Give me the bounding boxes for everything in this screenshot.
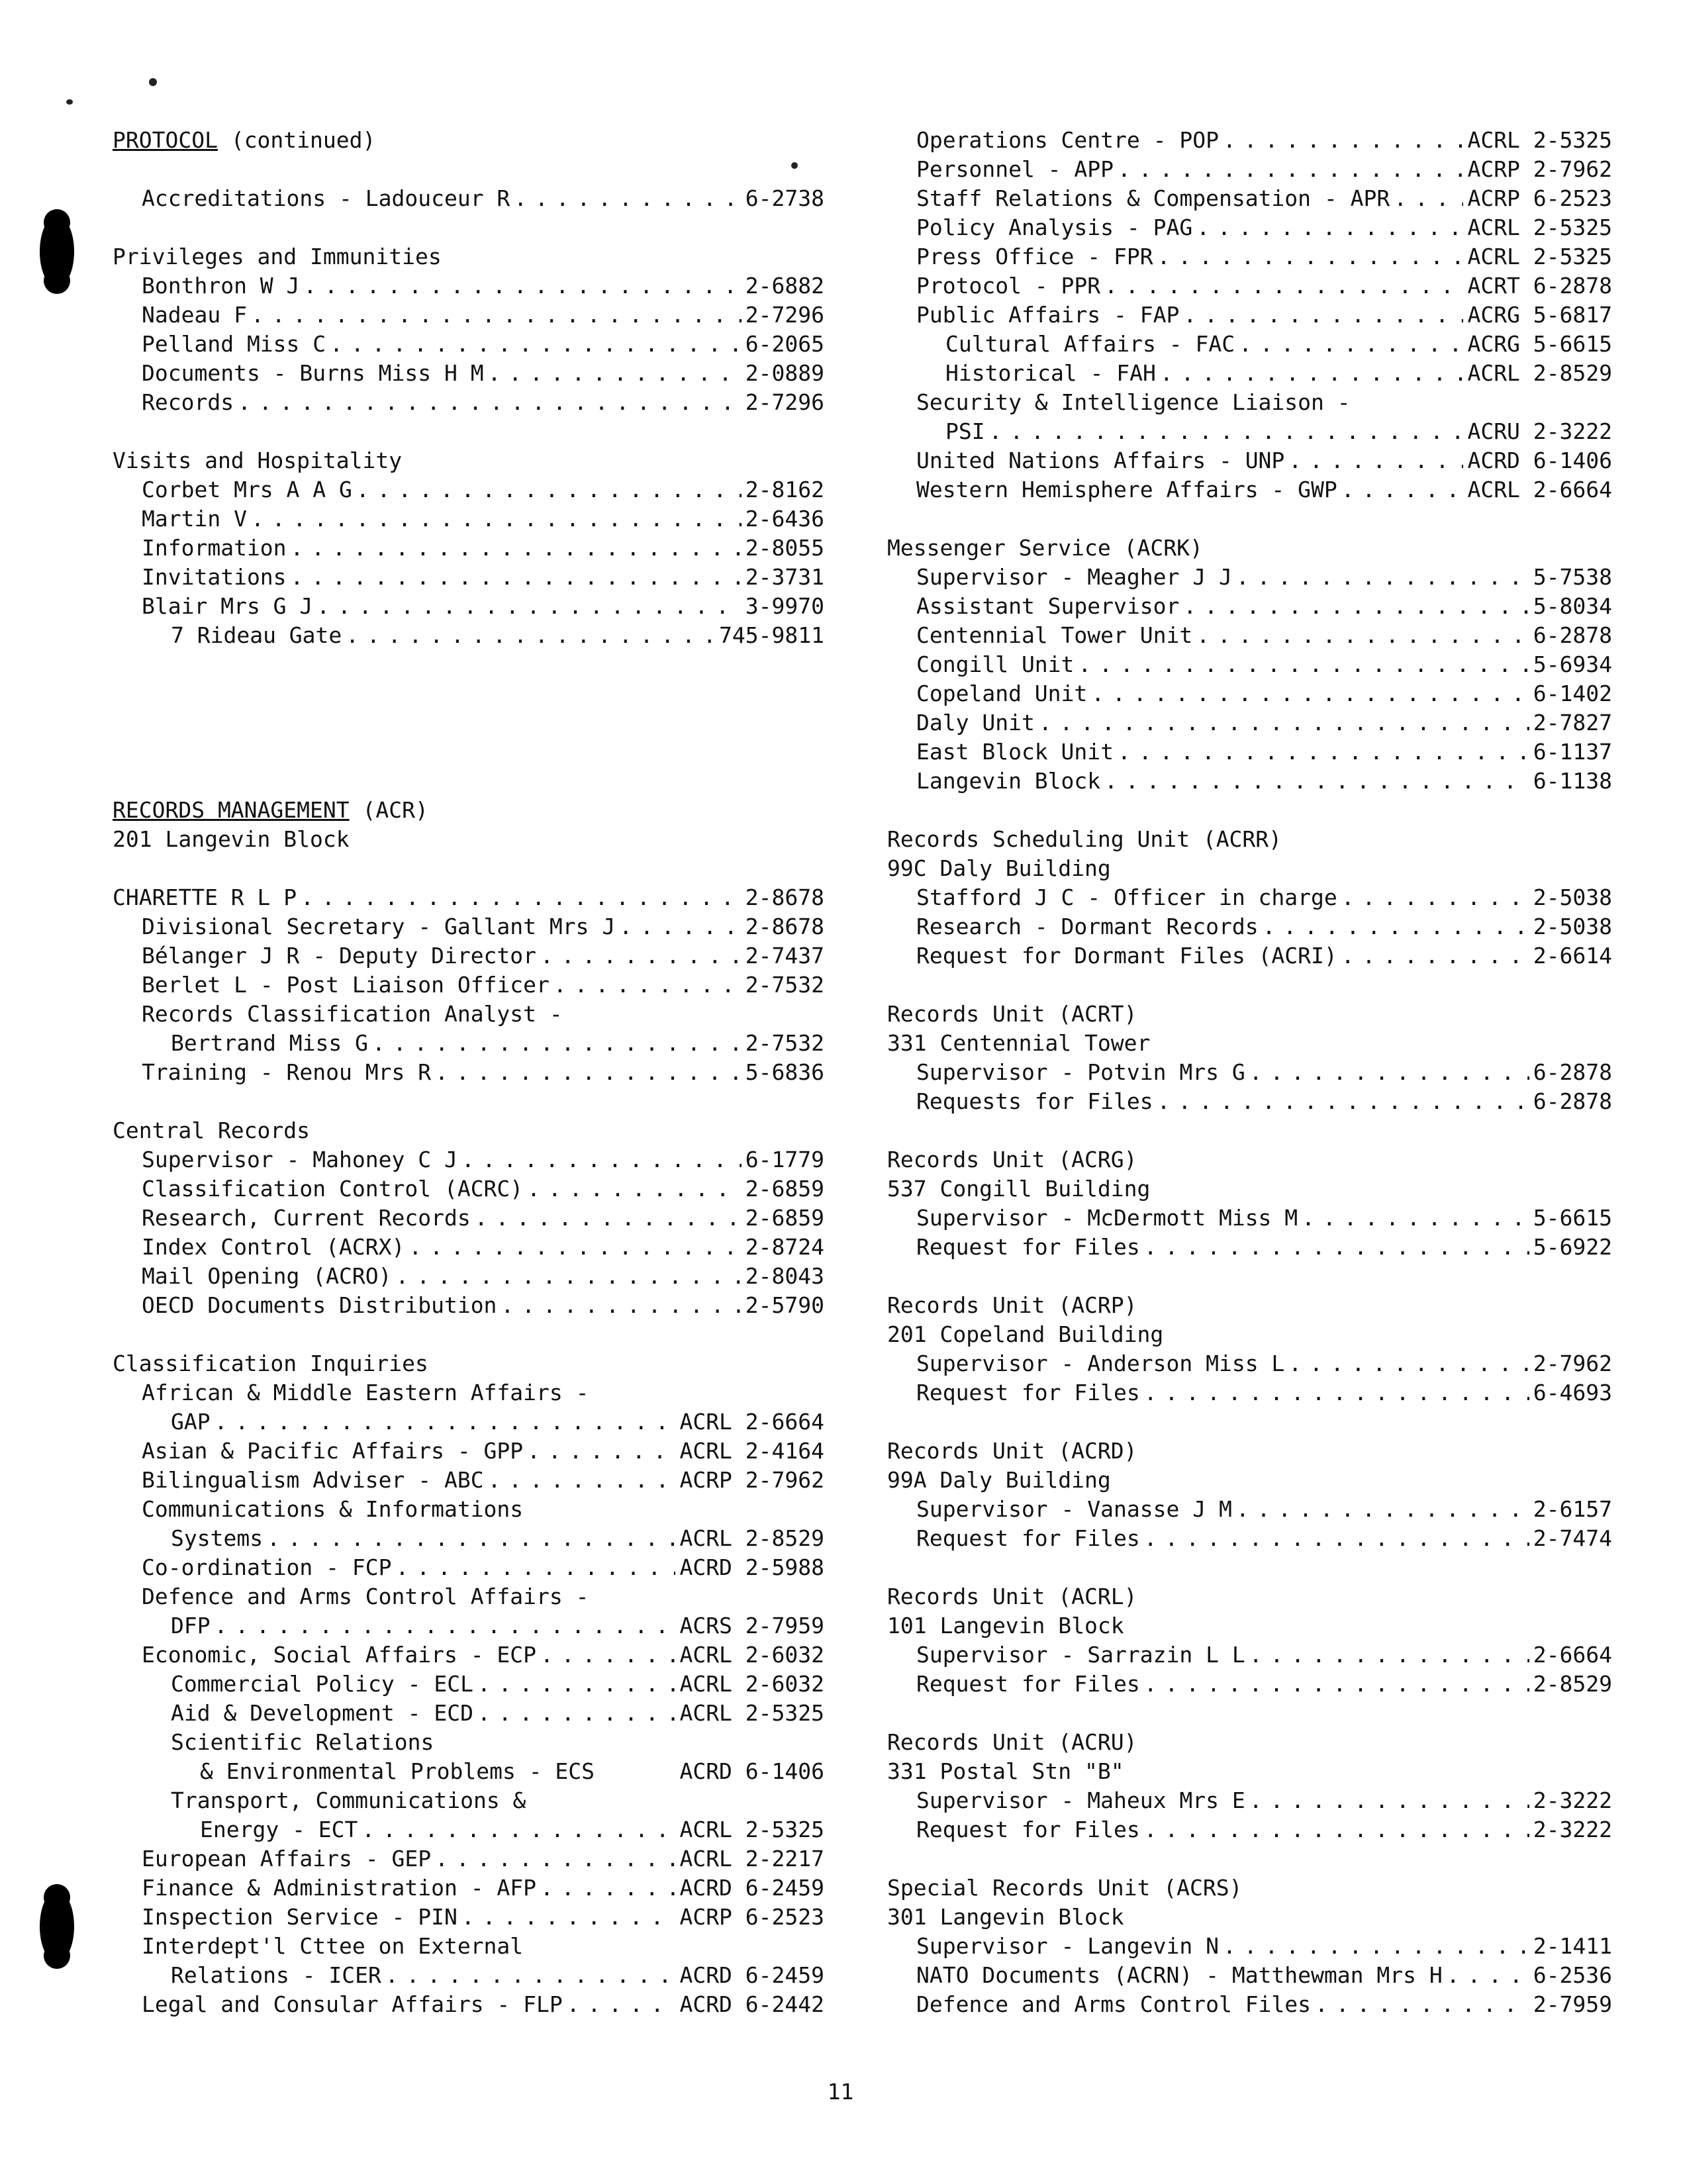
directory-entry: Bélanger J R - Deputy Director . . . 2-7437	[113, 941, 824, 971]
directory-entry: Historical - FAH . . . ACRL 2-8529	[887, 359, 1612, 388]
entry-label: Communications & Informations	[142, 1496, 524, 1522]
section-heading: Special Records Unit (ACRS)	[887, 1875, 1243, 1901]
section-heading: Privileges and Immunities	[113, 244, 442, 269]
directory-entry: Supervisor - McDermott Miss M . . . 5-6615	[887, 1204, 1612, 1233]
directory-entry: Finance & Administration - AFP . . . ACRD 6-2459	[113, 1874, 824, 1903]
directory-entry: Divisional Secretary - Gallant Mrs J . . . 2-8678	[113, 912, 824, 941]
entry-label: Scientific Relations	[171, 1729, 434, 1755]
directory-entry: East Block Unit . . . 6-1137	[887, 737, 1612, 767]
directory-entry: Training - Renou Mrs R . . . 5-6836	[113, 1058, 824, 1087]
directory-entry: Systems . . . ACRL 2-8529	[113, 1524, 824, 1553]
directory-entry: Langevin Block . . . 6-1138	[887, 767, 1612, 796]
directory-entry: Supervisor - Vanasse J M . . . 2-6157	[887, 1495, 1612, 1524]
binder-hole-bottom	[40, 1893, 74, 1960]
directory-entry: Bertrand Miss G . . . 2-7532	[113, 1029, 824, 1058]
directory-entry: OECD Documents Distribution . . . 2-5790	[113, 1291, 824, 1320]
scan-speck	[66, 99, 73, 105]
records-management-heading: RECORDS MANAGEMENT (ACR)	[113, 797, 428, 823]
directory-entry: Personnel - APP . . . ACRP 2-7962	[887, 155, 1612, 184]
directory-entry: Research - Dormant Records . . . 2-5038	[887, 912, 1612, 941]
directory-entry: Supervisor - Potvin Mrs G . . . 6-2878	[887, 1058, 1612, 1087]
entry-label: Records Classification Analyst -	[142, 1001, 563, 1027]
directory-entry: Pelland Miss C . . . 6-2065	[113, 330, 824, 359]
section-address: 301 Langevin Block	[887, 1904, 1124, 1930]
directory-entry: Defence and Arms Control Files . . . 2-7959	[887, 1990, 1612, 2019]
directory-entry: PSI . . . ACRU 2-3222	[887, 417, 1612, 446]
directory-entry: Index Control (ACRX) . . . 2-8724	[113, 1233, 824, 1262]
directory-entry: Blair Mrs G J . . . 3-9970	[113, 592, 824, 621]
directory-entry: Co-ordination - FCP . . . ACRD 2-5988	[113, 1553, 824, 1582]
left-column	[113, 126, 824, 2019]
directory-entry: Documents - Burns Miss H M . . . 2-0889	[113, 359, 824, 388]
directory-entry: Request for Files . . . 2-3222	[887, 1815, 1612, 1844]
directory-entry: Martin V . . . 2-6436	[113, 504, 824, 534]
directory-entry: DFP . . . ACRS 2-7959	[113, 1611, 824, 1640]
section-address: 201 Copeland Building	[887, 1321, 1164, 1347]
section-heading: Records Unit (ACRD)	[887, 1438, 1137, 1464]
directory-entry: Corbet Mrs A A G . . . 2-8162	[113, 475, 824, 504]
directory-entry: Request for Dormant Files (ACRI) . . . 2-6614	[887, 941, 1612, 971]
directory-entry: Protocol - PPR . . . ACRT 6-2878	[887, 271, 1612, 301]
entry-label: African & Middle Eastern Affairs -	[142, 1380, 589, 1405]
directory-entry: Supervisor - Anderson Miss L . . . 2-7962	[887, 1349, 1612, 1378]
page-number: 11	[827, 2079, 854, 2105]
directory-entry: & Environmental Problems - ECS ACRD 6-1406	[200, 1758, 824, 1784]
directory-entry: Nadeau F . . . 2-7296	[113, 301, 824, 330]
directory-entry: Assistant Supervisor . . . 5-8034	[887, 592, 1612, 621]
directory-entry: Operations Centre - POP . . . ACRL 2-5325	[887, 126, 1612, 155]
directory-entry: NATO Documents (ACRN) - Matthewman Mrs H . . . 6-2536	[887, 1961, 1612, 1990]
section-heading: Records Scheduling Unit (ACRR)	[887, 826, 1282, 852]
section-address: 99A Daly Building	[887, 1467, 1111, 1493]
section-heading: Messenger Service (ACRK)	[887, 535, 1203, 561]
directory-entry: Research, Current Records . . . 2-6859	[113, 1204, 824, 1233]
right-column	[887, 126, 1612, 2019]
directory-entry: Cultural Affairs - FAC . . . ACRG 5-6615	[887, 330, 1612, 359]
section-heading: Records Unit (ACRU)	[887, 1729, 1137, 1755]
directory-entry: Copeland Unit . . . 6-1402	[887, 679, 1612, 708]
entry-label: Defence and Arms Control Affairs -	[142, 1584, 589, 1609]
section-heading: Visits and Hospitality	[113, 448, 403, 473]
binder-hole-top	[40, 218, 74, 285]
section-heading: Records Unit (ACRT)	[887, 1001, 1137, 1027]
directory-entry: Staff Relations & Compensation - APR . . . ACRP 6-2523	[887, 184, 1612, 213]
directory-entry: Mail Opening (ACRO) . . . 2-8043	[113, 1262, 824, 1291]
directory-entry: Energy - ECT . . . ACRL 2-5325	[113, 1815, 824, 1844]
section-heading: Records Unit (ACRG)	[887, 1147, 1137, 1172]
directory-entry: Congill Unit . . . 5-6934	[887, 650, 1612, 679]
section-heading: Records Unit (ACRP)	[887, 1292, 1137, 1318]
directory-entry: Request for Files . . . 5-6922	[887, 1233, 1612, 1262]
directory-entry: Records . . . 2-7296	[113, 388, 824, 417]
section-heading: Records Unit (ACRL)	[887, 1584, 1137, 1609]
directory-entry: Daly Unit . . . 2-7827	[887, 708, 1612, 737]
section-heading: Classification Inquiries	[113, 1351, 428, 1376]
directory-entry: Public Affairs - FAP . . . ACRG 5-6817	[887, 301, 1612, 330]
section-address: 99C Daly Building	[887, 855, 1111, 881]
directory-entry: Relations - ICER . . . ACRD 6-2459	[113, 1961, 824, 1990]
directory-entry: Supervisor - Meagher J J . . . 5-7538	[887, 563, 1612, 592]
directory-entry: Classification Control (ACRC) . . . 2-6859	[113, 1174, 824, 1204]
section-heading: Central Records	[113, 1117, 311, 1143]
directory-entry: Economic, Social Affairs - ECP . . . ACRL 2-6032	[113, 1640, 824, 1670]
directory-entry: Requests for Files . . . 6-2878	[887, 1087, 1612, 1116]
section-address: 331 Centennial Tower	[887, 1030, 1151, 1056]
directory-entry: Bonthron W J . . . 2-6882	[113, 271, 824, 301]
section-address: 201 Langevin Block	[113, 826, 350, 852]
directory-entry: European Affairs - GEP . . . ACRL 2-2217	[113, 1844, 824, 1874]
directory-entry: Berlet L - Post Liaison Officer . . . 2-7532	[113, 971, 824, 1000]
directory-entry: Commercial Policy - ECL . . . ACRL 2-6032	[113, 1670, 824, 1699]
directory-entry: Stafford J C - Officer in charge . . . 2-5038	[887, 883, 1612, 912]
directory-entry: Supervisor - Sarrazin L L . . . 2-6664	[887, 1640, 1612, 1670]
section-address: 537 Congill Building	[887, 1176, 1151, 1202]
directory-entry: Inspection Service - PIN . . . ACRP 6-2523	[113, 1903, 824, 1932]
directory-entry: Bilingualism Adviser - ABC . . . ACRP 2-7962	[113, 1466, 824, 1495]
directory-entry: 7 Rideau Gate . . . 745-9811	[113, 621, 824, 650]
directory-entry: Legal and Consular Affairs - FLP . . . ACRD 6-2442	[113, 1990, 824, 2019]
directory-entry: Supervisor - Maheux Mrs E . . . 2-3222	[887, 1786, 1612, 1815]
section-address: 331 Postal Stn "B"	[887, 1758, 1124, 1784]
directory-entry: Asian & Pacific Affairs - GPP . . . ACRL 2-4164	[113, 1437, 824, 1466]
directory-entry: Aid & Development - ECD . . . ACRL 2-5325	[113, 1699, 824, 1728]
entry-label: Interdept'l Cttee on External	[142, 1933, 524, 1959]
entry-label: Transport, Communications &	[171, 1787, 526, 1813]
directory-entry: Accreditations - Ladouceur R . . . 6-2738	[113, 184, 824, 213]
directory-entry: Invitations . . . 2-3731	[113, 563, 824, 592]
directory-entry: Press Office - FPR . . . ACRL 2-5325	[887, 242, 1612, 271]
directory-entry: Centennial Tower Unit . . . 6-2878	[887, 621, 1612, 650]
directory-entry: Request for Files . . . 6-4693	[887, 1378, 1612, 1407]
directory-entry: Request for Files . . . 2-8529	[887, 1670, 1612, 1699]
entry-label: Security & Intelligence Liaison -	[916, 389, 1351, 415]
directory-entry: GAP . . . ACRL 2-6664	[113, 1407, 824, 1437]
directory-entry: Supervisor - Mahoney C J . . . 6-1779	[113, 1145, 824, 1174]
directory-entry: Information . . . 2-8055	[113, 534, 824, 563]
directory-entry: CHARETTE R L P . . . 2-8678	[113, 883, 824, 912]
directory-entry: United Nations Affairs - UNP . . . ACRD 6-1406	[887, 446, 1612, 475]
scan-speck	[149, 78, 157, 86]
directory-entry: Western Hemisphere Affairs - GWP . . . ACRL 2-6664	[887, 475, 1612, 504]
directory-entry: Request for Files . . . 2-7474	[887, 1524, 1612, 1553]
directory-entry: Policy Analysis - PAG . . . ACRL 2-5325	[887, 213, 1612, 242]
section-address: 101 Langevin Block	[887, 1613, 1124, 1638]
directory-entry: Supervisor - Langevin N . . . 2-1411	[887, 1932, 1612, 1961]
protocol-heading: PROTOCOL (continued)	[113, 127, 376, 153]
